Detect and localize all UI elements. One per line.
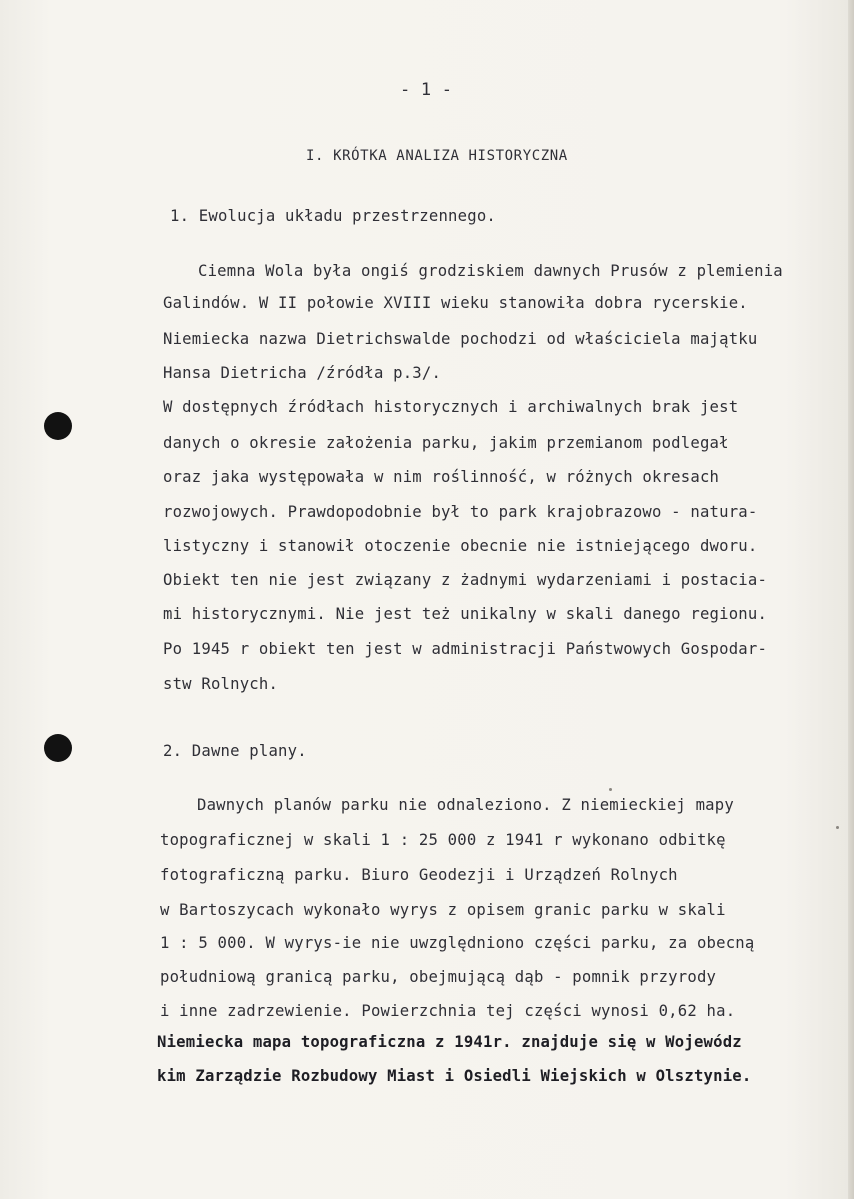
paragraph-line: Ciemna Wola była ongiś grodziskiem dawnych Prusów z plemienia	[198, 262, 783, 280]
paragraph-line: W dostępnych źródłach historycznych i archiwalnych brak jest	[163, 398, 739, 416]
paragraph-line: topograficznej w skali 1 : 25 000 z 1941 r wykonano odbitkę	[160, 831, 726, 849]
page-title: I. KRÓTKA ANALIZA HISTORYCZNA	[306, 148, 568, 164]
paragraph-line: danych o okresie założenia parku, jakim przemianom podlegał	[163, 434, 729, 452]
paragraph-line: w Bartoszycach wykonało wyrys z opisem granic parku w skali	[160, 901, 726, 919]
paragraph-line: południową granicą parku, obejmującą dąb - pomnik przyrody	[160, 968, 717, 986]
paragraph-line: stw Rolnych.	[163, 675, 279, 693]
paragraph-line: Niemiecka nazwa Dietrichswalde pochodzi od właściciela majątku	[163, 330, 758, 348]
paragraph-line: oraz jaka występowała w nim roślinność, w różnych okresach	[163, 468, 720, 486]
bold-note-line: kim Zarządzie Rozbudowy Miast i Osiedli Wiejskich w Olsztynie.	[157, 1067, 752, 1085]
punch-hole-lower	[44, 734, 72, 762]
paper-speck	[836, 826, 839, 829]
paragraph-line: fotograficzną parku. Biuro Geodezji i Urządzeń Rolnych	[160, 866, 678, 884]
paragraph-line: Po 1945 r obiekt ten jest w administracji Państwowych Gospodar-	[163, 640, 768, 658]
punch-hole-upper	[44, 412, 72, 440]
page-number: - 1 -	[400, 80, 453, 100]
paper-speck	[609, 788, 612, 791]
page-edge	[848, 0, 854, 1199]
section-1-title: 1. Ewolucja układu przestrzennego.	[170, 207, 496, 225]
paragraph-line: Obiekt ten nie jest związany z żadnymi wydarzeniami i postacia-	[163, 571, 768, 589]
paragraph-line: 1 : 5 000. W wyrys-ie nie uwzględniono części parku, za obecną	[160, 934, 755, 952]
paragraph-line: Galindów. W II połowie XVIII wieku stanowiła dobra rycerskie.	[163, 294, 748, 312]
section-2-title: 2. Dawne plany.	[163, 742, 307, 760]
paragraph-line: Hansa Dietricha /źródła p.3/.	[163, 364, 442, 382]
paragraph-line: rozwojowych. Prawdopodobnie był to park krajobrazowo - natura-	[163, 503, 758, 521]
paragraph-line: mi historycznymi. Nie jest też unikalny w skali danego regionu.	[163, 605, 768, 623]
paragraph-line: i inne zadrzewienie. Powierzchnia tej części wynosi 0,62 ha.	[160, 1002, 736, 1020]
paragraph-line: listyczny i stanowił otoczenie obecnie nie istniejącego dworu.	[163, 537, 758, 555]
paragraph-line: Dawnych planów parku nie odnaleziono. Z niemieckiej mapy	[197, 796, 734, 814]
bold-note-line: Niemiecka mapa topograficzna z 1941r. znajduje się w Wojewódz	[157, 1033, 742, 1051]
